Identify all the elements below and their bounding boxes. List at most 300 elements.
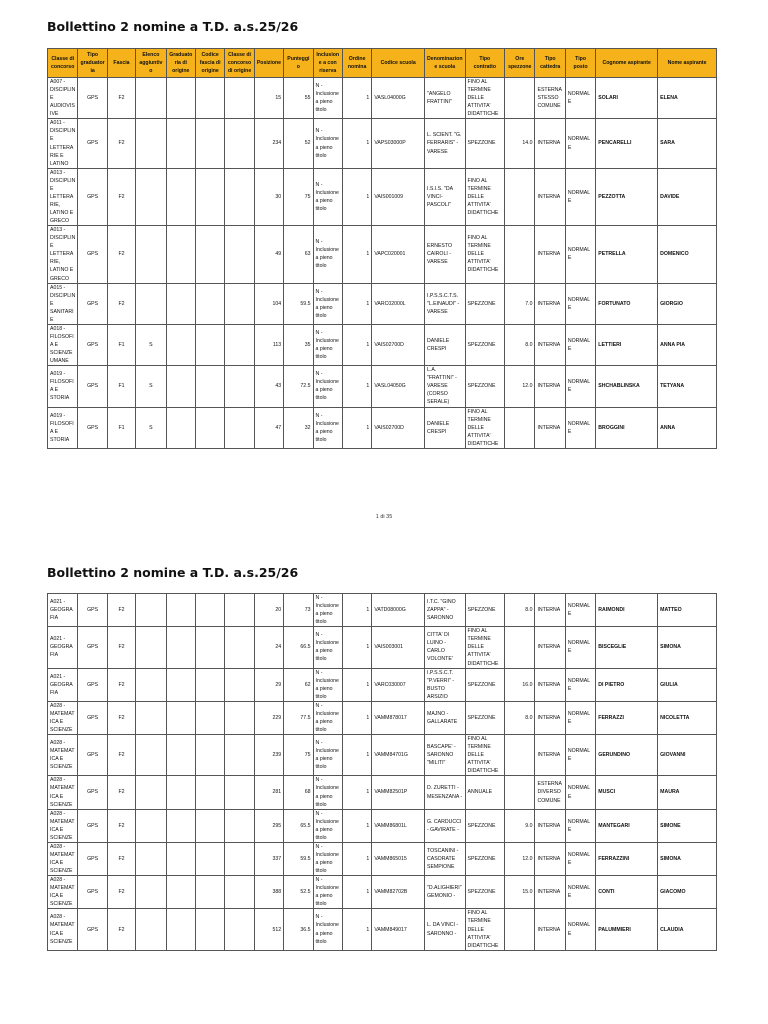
cell-tipo-graduatoria: GPS	[78, 168, 107, 225]
cell-codice-scuola: VARC030007	[372, 668, 425, 701]
cell-fascia: F2	[107, 701, 135, 734]
column-header: Inclusione a con riserva	[313, 49, 342, 78]
cell-tipo-contratto: FINO AL TERMINE DELLE ATTIVITA' DIDATTICHE	[465, 735, 505, 776]
cell-classe-concorso-origine	[225, 78, 254, 119]
cell-elenco-aggiuntivo	[136, 594, 166, 627]
cell-codice-fascia-origine	[195, 842, 224, 875]
cell-denominazione-scuola: L.A. "FRATTINI" - VARESE (CORSO SERALE)	[425, 366, 466, 407]
column-header: Elenco aggiuntivo	[136, 49, 166, 78]
cell-inclusione: N - Inclusione a pieno titolo	[313, 668, 342, 701]
cell-fascia: F1	[107, 407, 135, 448]
cell-classe-concorso: A028 - MATEMATICA E SCIENZE	[48, 842, 78, 875]
cell-graduatoria-origine	[166, 668, 195, 701]
cell-tipo-cattedra: INTERNA	[535, 842, 565, 875]
cell-tipo-contratto: FINO AL TERMINE DELLE ATTIVITA' DIDATTICHE	[465, 909, 505, 950]
cell-tipo-posto: NORMALE	[565, 366, 595, 407]
cell-classe-concorso: A021 - GEOGRAFIA	[48, 627, 78, 668]
cell-nome: ANNA PIA	[658, 324, 717, 365]
cell-punteggio: 68	[284, 776, 313, 809]
cell-ordine-nomina: 1	[342, 701, 371, 734]
cell-codice-scuola: VASL04000G	[372, 78, 425, 119]
cell-cognome: BROGGINI	[596, 407, 658, 448]
cell-posizione: 239	[254, 735, 283, 776]
cell-posizione: 24	[254, 627, 283, 668]
cell-codice-scuola: VAMM82501P	[372, 776, 425, 809]
cell-cognome: FORTUNATO	[596, 283, 658, 324]
cell-cognome: PALUMMIERI	[596, 909, 658, 950]
column-header: Codice scuola	[372, 49, 425, 78]
cell-inclusione: N - Inclusione a pieno titolo	[313, 876, 342, 909]
cell-tipo-cattedra: INTERNA	[535, 226, 565, 283]
cell-punteggio: 59.5	[284, 283, 313, 324]
cell-tipo-posto: NORMALE	[565, 324, 595, 365]
cell-ordine-nomina: 1	[342, 909, 371, 950]
cell-posizione: 229	[254, 701, 283, 734]
cell-denominazione-scuola: TOSCANINI - CASORATE SEMPIONE	[425, 842, 466, 875]
cell-inclusione: N - Inclusione a pieno titolo	[313, 226, 342, 283]
cell-tipo-cattedra: INTERNA	[535, 668, 565, 701]
cell-codice-fascia-origine	[195, 226, 224, 283]
cell-classe-concorso: A013 - DISCIPLINE LETTERARIE, LATINO E GRECO	[48, 226, 78, 283]
table-row	[48, 78, 717, 119]
cell-elenco-aggiuntivo: S	[136, 407, 166, 448]
cell-fascia: F1	[107, 324, 135, 365]
cell-cognome: PEZZOTTA	[596, 168, 658, 225]
cell-tipo-graduatoria: GPS	[78, 776, 107, 809]
cell-inclusione: N - Inclusione a pieno titolo	[313, 909, 342, 950]
cell-classe-concorso-origine	[225, 701, 254, 734]
column-header: Tipo contratto	[465, 49, 505, 78]
cell-graduatoria-origine	[166, 876, 195, 909]
cell-classe-concorso: A028 - MATEMATICA E SCIENZE	[48, 776, 78, 809]
cell-posizione: 49	[254, 226, 283, 283]
cell-tipo-posto: NORMALE	[565, 701, 595, 734]
cell-codice-scuola: VAMM878017	[372, 701, 425, 734]
cell-tipo-contratto: FINO AL TERMINE DELLE ATTIVITA' DIDATTICHE	[465, 226, 505, 283]
cell-posizione: 30	[254, 168, 283, 225]
column-header: Punteggio	[284, 49, 313, 78]
cell-tipo-posto: NORMALE	[565, 627, 595, 668]
cell-tipo-cattedra: INTERNA	[535, 283, 565, 324]
cell-ore-spezzone: 8.0	[505, 701, 535, 734]
cell-codice-scuola: VAMM84701G	[372, 735, 425, 776]
cell-tipo-contratto: SPEZZONE	[465, 842, 505, 875]
column-header: Codice fascia di origine	[195, 49, 224, 78]
cell-codice-fascia-origine	[195, 735, 224, 776]
cell-ore-spezzone	[505, 627, 535, 668]
cell-codice-fascia-origine	[195, 776, 224, 809]
column-header: Nome aspirante	[658, 49, 717, 78]
table-row	[48, 366, 717, 407]
cell-graduatoria-origine	[166, 324, 195, 365]
cell-inclusione: N - Inclusione a pieno titolo	[313, 776, 342, 809]
cell-cognome: LETTIERI	[596, 324, 658, 365]
cell-codice-scuola: VARC02000L	[372, 283, 425, 324]
cell-ordine-nomina: 1	[342, 668, 371, 701]
cell-nome: MAURA	[658, 776, 717, 809]
cell-codice-scuola: VAIS02700D	[372, 407, 425, 448]
cell-ordine-nomina: 1	[342, 876, 371, 909]
cell-ordine-nomina: 1	[342, 324, 371, 365]
cell-punteggio: 75	[284, 168, 313, 225]
cell-tipo-posto: NORMALE	[565, 168, 595, 225]
cell-posizione: 281	[254, 776, 283, 809]
column-header: Classe di concorso	[48, 49, 78, 78]
cell-tipo-cattedra: INTERNA	[535, 324, 565, 365]
cell-tipo-posto: NORMALE	[565, 226, 595, 283]
cell-codice-fascia-origine	[195, 407, 224, 448]
cell-cognome: MUSCI	[596, 776, 658, 809]
cell-ordine-nomina: 1	[342, 283, 371, 324]
cell-inclusione: N - Inclusione a pieno titolo	[313, 594, 342, 627]
cell-fascia: F2	[107, 909, 135, 950]
cell-graduatoria-origine	[166, 407, 195, 448]
cell-tipo-cattedra: INTERNA	[535, 735, 565, 776]
cell-tipo-contratto: SPEZZONE	[465, 324, 505, 365]
cell-classe-concorso: A019 - FILOSOFIA E STORIA	[48, 407, 78, 448]
cell-denominazione-scuola: I.T.C. "GINO ZAPPA" - SARONNO	[425, 594, 466, 627]
cell-ordine-nomina: 1	[342, 809, 371, 842]
cell-nome: SIMONA	[658, 627, 717, 668]
cell-codice-scuola: VAMM86801L	[372, 809, 425, 842]
cell-denominazione-scuola: DANIELE CRESPI	[425, 407, 466, 448]
cell-elenco-aggiuntivo	[136, 668, 166, 701]
cell-classe-concorso-origine	[225, 324, 254, 365]
cell-denominazione-scuola: CITTA' DI LUINO - CARLO VOLONTE'	[425, 627, 466, 668]
cell-classe-concorso: A011 - DISCIPLINE LETTERARIE E LATINO	[48, 119, 78, 168]
cell-nome: SIMONA	[658, 842, 717, 875]
cell-cognome: FERRAZZINI	[596, 842, 658, 875]
cell-elenco-aggiuntivo	[136, 842, 166, 875]
cell-fascia: F2	[107, 594, 135, 627]
cell-tipo-posto: NORMALE	[565, 876, 595, 909]
cell-inclusione: N - Inclusione a pieno titolo	[313, 78, 342, 119]
cell-tipo-graduatoria: GPS	[78, 407, 107, 448]
cell-tipo-contratto: FINO AL TERMINE DELLE ATTIVITA' DIDATTICHE	[465, 168, 505, 225]
cell-tipo-graduatoria: GPS	[78, 594, 107, 627]
cell-elenco-aggiuntivo	[136, 876, 166, 909]
cell-nome: GIOVANNI	[658, 735, 717, 776]
cell-codice-scuola: VASL04050G	[372, 366, 425, 407]
cell-graduatoria-origine	[166, 366, 195, 407]
cell-inclusione: N - Inclusione a pieno titolo	[313, 735, 342, 776]
cell-classe-concorso-origine	[225, 809, 254, 842]
cell-inclusione: N - Inclusione a pieno titolo	[313, 407, 342, 448]
cell-codice-fascia-origine	[195, 809, 224, 842]
table-row	[48, 735, 717, 776]
cell-ore-spezzone	[505, 168, 535, 225]
cell-fascia: F2	[107, 168, 135, 225]
table-row	[48, 776, 717, 809]
cell-denominazione-scuola: "D.ALIGHIERI" GEMONIO -	[425, 876, 466, 909]
cell-codice-fascia-origine	[195, 627, 224, 668]
cell-fascia: F1	[107, 366, 135, 407]
cell-codice-fascia-origine	[195, 876, 224, 909]
cell-nome: GIACOMO	[658, 876, 717, 909]
cell-fascia: F2	[107, 226, 135, 283]
cell-classe-concorso-origine	[225, 876, 254, 909]
cell-cognome: SHCHABLINSKA	[596, 366, 658, 407]
cell-graduatoria-origine	[166, 776, 195, 809]
cell-tipo-contratto: SPEZZONE	[465, 119, 505, 168]
cell-punteggio: 63	[284, 226, 313, 283]
cell-inclusione: N - Inclusione a pieno titolo	[313, 809, 342, 842]
cell-ore-spezzone: 15.0	[505, 876, 535, 909]
table-row	[48, 876, 717, 909]
cell-ordine-nomina: 1	[342, 78, 371, 119]
cell-fascia: F2	[107, 842, 135, 875]
page-number: 1 di 35	[375, 514, 393, 520]
cell-classe-concorso: A021 - GEOGRAFIA	[48, 668, 78, 701]
cell-codice-scuola: VAPC020001	[372, 226, 425, 283]
column-header: Tipo cattedra	[535, 49, 565, 78]
cell-nome: SIMONE	[658, 809, 717, 842]
cell-tipo-posto: NORMALE	[565, 78, 595, 119]
cell-codice-fascia-origine	[195, 324, 224, 365]
cell-inclusione: N - Inclusione a pieno titolo	[313, 283, 342, 324]
cell-denominazione-scuola: L. SCIENT. "G. FERRARIS" - VARESE	[425, 119, 466, 168]
cell-punteggio: 52	[284, 119, 313, 168]
cell-tipo-cattedra: ESTERNA DIVERSO COMUNE	[535, 776, 565, 809]
cell-nome: SARA	[658, 119, 717, 168]
cell-denominazione-scuola: I.P.S.S.C.T.S. "L.EINAUDI" - VARESE	[425, 283, 466, 324]
cell-classe-concorso-origine	[225, 627, 254, 668]
cell-tipo-cattedra: INTERNA	[535, 168, 565, 225]
cell-posizione: 295	[254, 809, 283, 842]
cell-tipo-graduatoria: GPS	[78, 119, 107, 168]
cell-elenco-aggiuntivo	[136, 78, 166, 119]
column-header: Classe di concorso di origine	[225, 49, 254, 78]
table-row	[48, 842, 717, 875]
cell-ore-spezzone	[505, 909, 535, 950]
table-header-row	[48, 49, 717, 78]
table-row	[48, 168, 717, 225]
cell-punteggio: 75	[284, 735, 313, 776]
cell-tipo-cattedra: INTERNA	[535, 594, 565, 627]
cell-codice-fascia-origine	[195, 168, 224, 225]
cell-classe-concorso: A015 - DISCIPLINE SANITARIE	[48, 283, 78, 324]
cell-classe-concorso-origine	[225, 909, 254, 950]
cell-tipo-cattedra: INTERNA	[535, 407, 565, 448]
page-title: Bollettino 2 nomine a T.D. a.s.25/26	[47, 19, 299, 34]
cell-fascia: F2	[107, 627, 135, 668]
cell-denominazione-scuola: D. ZURETTI - MESENZANA -	[425, 776, 466, 809]
cell-tipo-posto: NORMALE	[565, 842, 595, 875]
cell-punteggio: 77.5	[284, 701, 313, 734]
cell-punteggio: 66.5	[284, 627, 313, 668]
cell-codice-scuola: VAIS001009	[372, 168, 425, 225]
cell-fascia: F2	[107, 668, 135, 701]
cell-codice-scuola: VATD08000G	[372, 594, 425, 627]
nomine-table	[47, 48, 717, 449]
cell-tipo-graduatoria: GPS	[78, 842, 107, 875]
cell-denominazione-scuola: I.S.I.S. "DA VINCI-PASCOLI"	[425, 168, 466, 225]
cell-graduatoria-origine	[166, 909, 195, 950]
cell-codice-fascia-origine	[195, 909, 224, 950]
cell-codice-scuola: VAMM82702B	[372, 876, 425, 909]
cell-graduatoria-origine	[166, 842, 195, 875]
cell-classe-concorso: A028 - MATEMATICA E SCIENZE	[48, 809, 78, 842]
cell-ore-spezzone	[505, 735, 535, 776]
cell-punteggio: 36.5	[284, 909, 313, 950]
cell-ore-spezzone: 8.0	[505, 324, 535, 365]
cell-fascia: F2	[107, 876, 135, 909]
cell-elenco-aggiuntivo	[136, 627, 166, 668]
cell-codice-fascia-origine	[195, 668, 224, 701]
cell-ore-spezzone: 7.0	[505, 283, 535, 324]
cell-ore-spezzone: 16.0	[505, 668, 535, 701]
cell-classe-concorso-origine	[225, 283, 254, 324]
cell-cognome: PENCARELLI	[596, 119, 658, 168]
cell-elenco-aggiuntivo	[136, 776, 166, 809]
cell-tipo-contratto: SPEZZONE	[465, 594, 505, 627]
table-body	[48, 78, 717, 449]
cell-inclusione: N - Inclusione a pieno titolo	[313, 842, 342, 875]
cell-classe-concorso: A028 - MATEMATICA E SCIENZE	[48, 735, 78, 776]
cell-posizione: 337	[254, 842, 283, 875]
cell-posizione: 234	[254, 119, 283, 168]
cell-graduatoria-origine	[166, 119, 195, 168]
cell-tipo-posto: NORMALE	[565, 809, 595, 842]
cell-cognome: DI PIETRO	[596, 668, 658, 701]
cell-cognome: GERUNDINO	[596, 735, 658, 776]
table-body	[48, 594, 717, 951]
cell-graduatoria-origine	[166, 226, 195, 283]
cell-graduatoria-origine	[166, 809, 195, 842]
cell-denominazione-scuola: MAJNO - GALLARATE	[425, 701, 466, 734]
cell-punteggio: 65.5	[284, 809, 313, 842]
cell-ordine-nomina: 1	[342, 735, 371, 776]
table-row	[48, 627, 717, 668]
cell-punteggio: 73	[284, 594, 313, 627]
table-row	[48, 594, 717, 627]
cell-punteggio: 62	[284, 668, 313, 701]
cell-ore-spezzone: 12.0	[505, 842, 535, 875]
cell-tipo-posto: NORMALE	[565, 735, 595, 776]
cell-classe-concorso: A021 - GEOGRAFIA	[48, 594, 78, 627]
table-row	[48, 226, 717, 283]
cell-graduatoria-origine	[166, 701, 195, 734]
cell-elenco-aggiuntivo: S	[136, 366, 166, 407]
cell-nome: DAVIDE	[658, 168, 717, 225]
cell-punteggio: 32	[284, 407, 313, 448]
cell-tipo-graduatoria: GPS	[78, 701, 107, 734]
cell-fascia: F2	[107, 119, 135, 168]
cell-classe-concorso-origine	[225, 407, 254, 448]
cell-posizione: 113	[254, 324, 283, 365]
cell-ore-spezzone	[505, 407, 535, 448]
cell-ordine-nomina: 1	[342, 226, 371, 283]
cell-ore-spezzone: 9.0	[505, 809, 535, 842]
cell-codice-scuola: VAIS003001	[372, 627, 425, 668]
cell-tipo-posto: NORMALE	[565, 283, 595, 324]
cell-ordine-nomina: 1	[342, 842, 371, 875]
cell-elenco-aggiuntivo	[136, 168, 166, 225]
cell-elenco-aggiuntivo	[136, 809, 166, 842]
cell-elenco-aggiuntivo	[136, 226, 166, 283]
cell-classe-concorso: A028 - MATEMATICA E SCIENZE	[48, 909, 78, 950]
cell-tipo-contratto: FINO AL TERMINE DELLE ATTIVITA' DIDATTICHE	[465, 407, 505, 448]
cell-ordine-nomina: 1	[342, 594, 371, 627]
cell-fascia: F2	[107, 78, 135, 119]
table-row	[48, 809, 717, 842]
cell-ordine-nomina: 1	[342, 168, 371, 225]
cell-codice-scuola: VAMM849017	[372, 909, 425, 950]
cell-posizione: 47	[254, 407, 283, 448]
cell-classe-concorso: A028 - MATEMATICA E SCIENZE	[48, 701, 78, 734]
cell-nome: NICOLETTA	[658, 701, 717, 734]
cell-denominazione-scuola: G. CARDUCCI - GAVIRATE -	[425, 809, 466, 842]
cell-classe-concorso-origine	[225, 168, 254, 225]
cell-posizione: 388	[254, 876, 283, 909]
cell-ore-spezzone: 8.0	[505, 594, 535, 627]
cell-codice-fascia-origine	[195, 366, 224, 407]
cell-tipo-cattedra: INTERNA	[535, 876, 565, 909]
cell-tipo-contratto: SPEZZONE	[465, 876, 505, 909]
cell-ore-spezzone	[505, 776, 535, 809]
cell-tipo-posto: NORMALE	[565, 594, 595, 627]
cell-tipo-posto: NORMALE	[565, 668, 595, 701]
cell-tipo-graduatoria: GPS	[78, 627, 107, 668]
cell-tipo-graduatoria: GPS	[78, 876, 107, 909]
cell-ordine-nomina: 1	[342, 627, 371, 668]
cell-cognome: CONTI	[596, 876, 658, 909]
cell-tipo-cattedra: INTERNA	[535, 809, 565, 842]
cell-elenco-aggiuntivo: S	[136, 324, 166, 365]
cell-tipo-contratto: SPEZZONE	[465, 701, 505, 734]
cell-tipo-posto: NORMALE	[565, 776, 595, 809]
column-header: Graduatoria di origine	[166, 49, 195, 78]
cell-tipo-graduatoria: GPS	[78, 735, 107, 776]
column-header: Denominazione scuola	[425, 49, 466, 78]
cell-inclusione: N - Inclusione a pieno titolo	[313, 168, 342, 225]
cell-punteggio: 59.5	[284, 842, 313, 875]
cell-codice-fascia-origine	[195, 78, 224, 119]
cell-punteggio: 52.5	[284, 876, 313, 909]
cell-fascia: F2	[107, 809, 135, 842]
column-header: Tipo graduatoria	[78, 49, 107, 78]
cell-elenco-aggiuntivo	[136, 283, 166, 324]
cell-tipo-graduatoria: GPS	[78, 668, 107, 701]
cell-classe-concorso-origine	[225, 119, 254, 168]
cell-elenco-aggiuntivo	[136, 909, 166, 950]
page-title: Bollettino 2 nomine a T.D. a.s.25/26	[47, 565, 299, 580]
cell-inclusione: N - Inclusione a pieno titolo	[313, 366, 342, 407]
cell-tipo-posto: NORMALE	[565, 909, 595, 950]
cell-classe-concorso: A013 - DISCIPLINE LETTERARIE, LATINO E GRECO	[48, 168, 78, 225]
cell-elenco-aggiuntivo	[136, 119, 166, 168]
cell-posizione: 20	[254, 594, 283, 627]
cell-denominazione-scuola: I.P.S.S.C.T. "P.VERRI" - BUSTO ARSIZIO	[425, 668, 466, 701]
column-header: Tipo posto	[565, 49, 595, 78]
cell-denominazione-scuola: L. DA VINCI - SARONNO -	[425, 909, 466, 950]
cell-graduatoria-origine	[166, 283, 195, 324]
cell-tipo-posto: NORMALE	[565, 407, 595, 448]
cell-classe-concorso-origine	[225, 735, 254, 776]
cell-codice-fascia-origine	[195, 119, 224, 168]
cell-classe-concorso-origine	[225, 776, 254, 809]
cell-posizione: 29	[254, 668, 283, 701]
cell-nome: ELENA	[658, 78, 717, 119]
cell-tipo-contratto: FINO AL TERMINE DELLE ATTIVITA' DIDATTICHE	[465, 627, 505, 668]
cell-ore-spezzone: 14.0	[505, 119, 535, 168]
cell-codice-fascia-origine	[195, 594, 224, 627]
cell-ore-spezzone: 12.0	[505, 366, 535, 407]
cell-tipo-graduatoria: GPS	[78, 909, 107, 950]
cell-graduatoria-origine	[166, 735, 195, 776]
cell-posizione: 15	[254, 78, 283, 119]
cell-codice-scuola: VAPS03000P	[372, 119, 425, 168]
